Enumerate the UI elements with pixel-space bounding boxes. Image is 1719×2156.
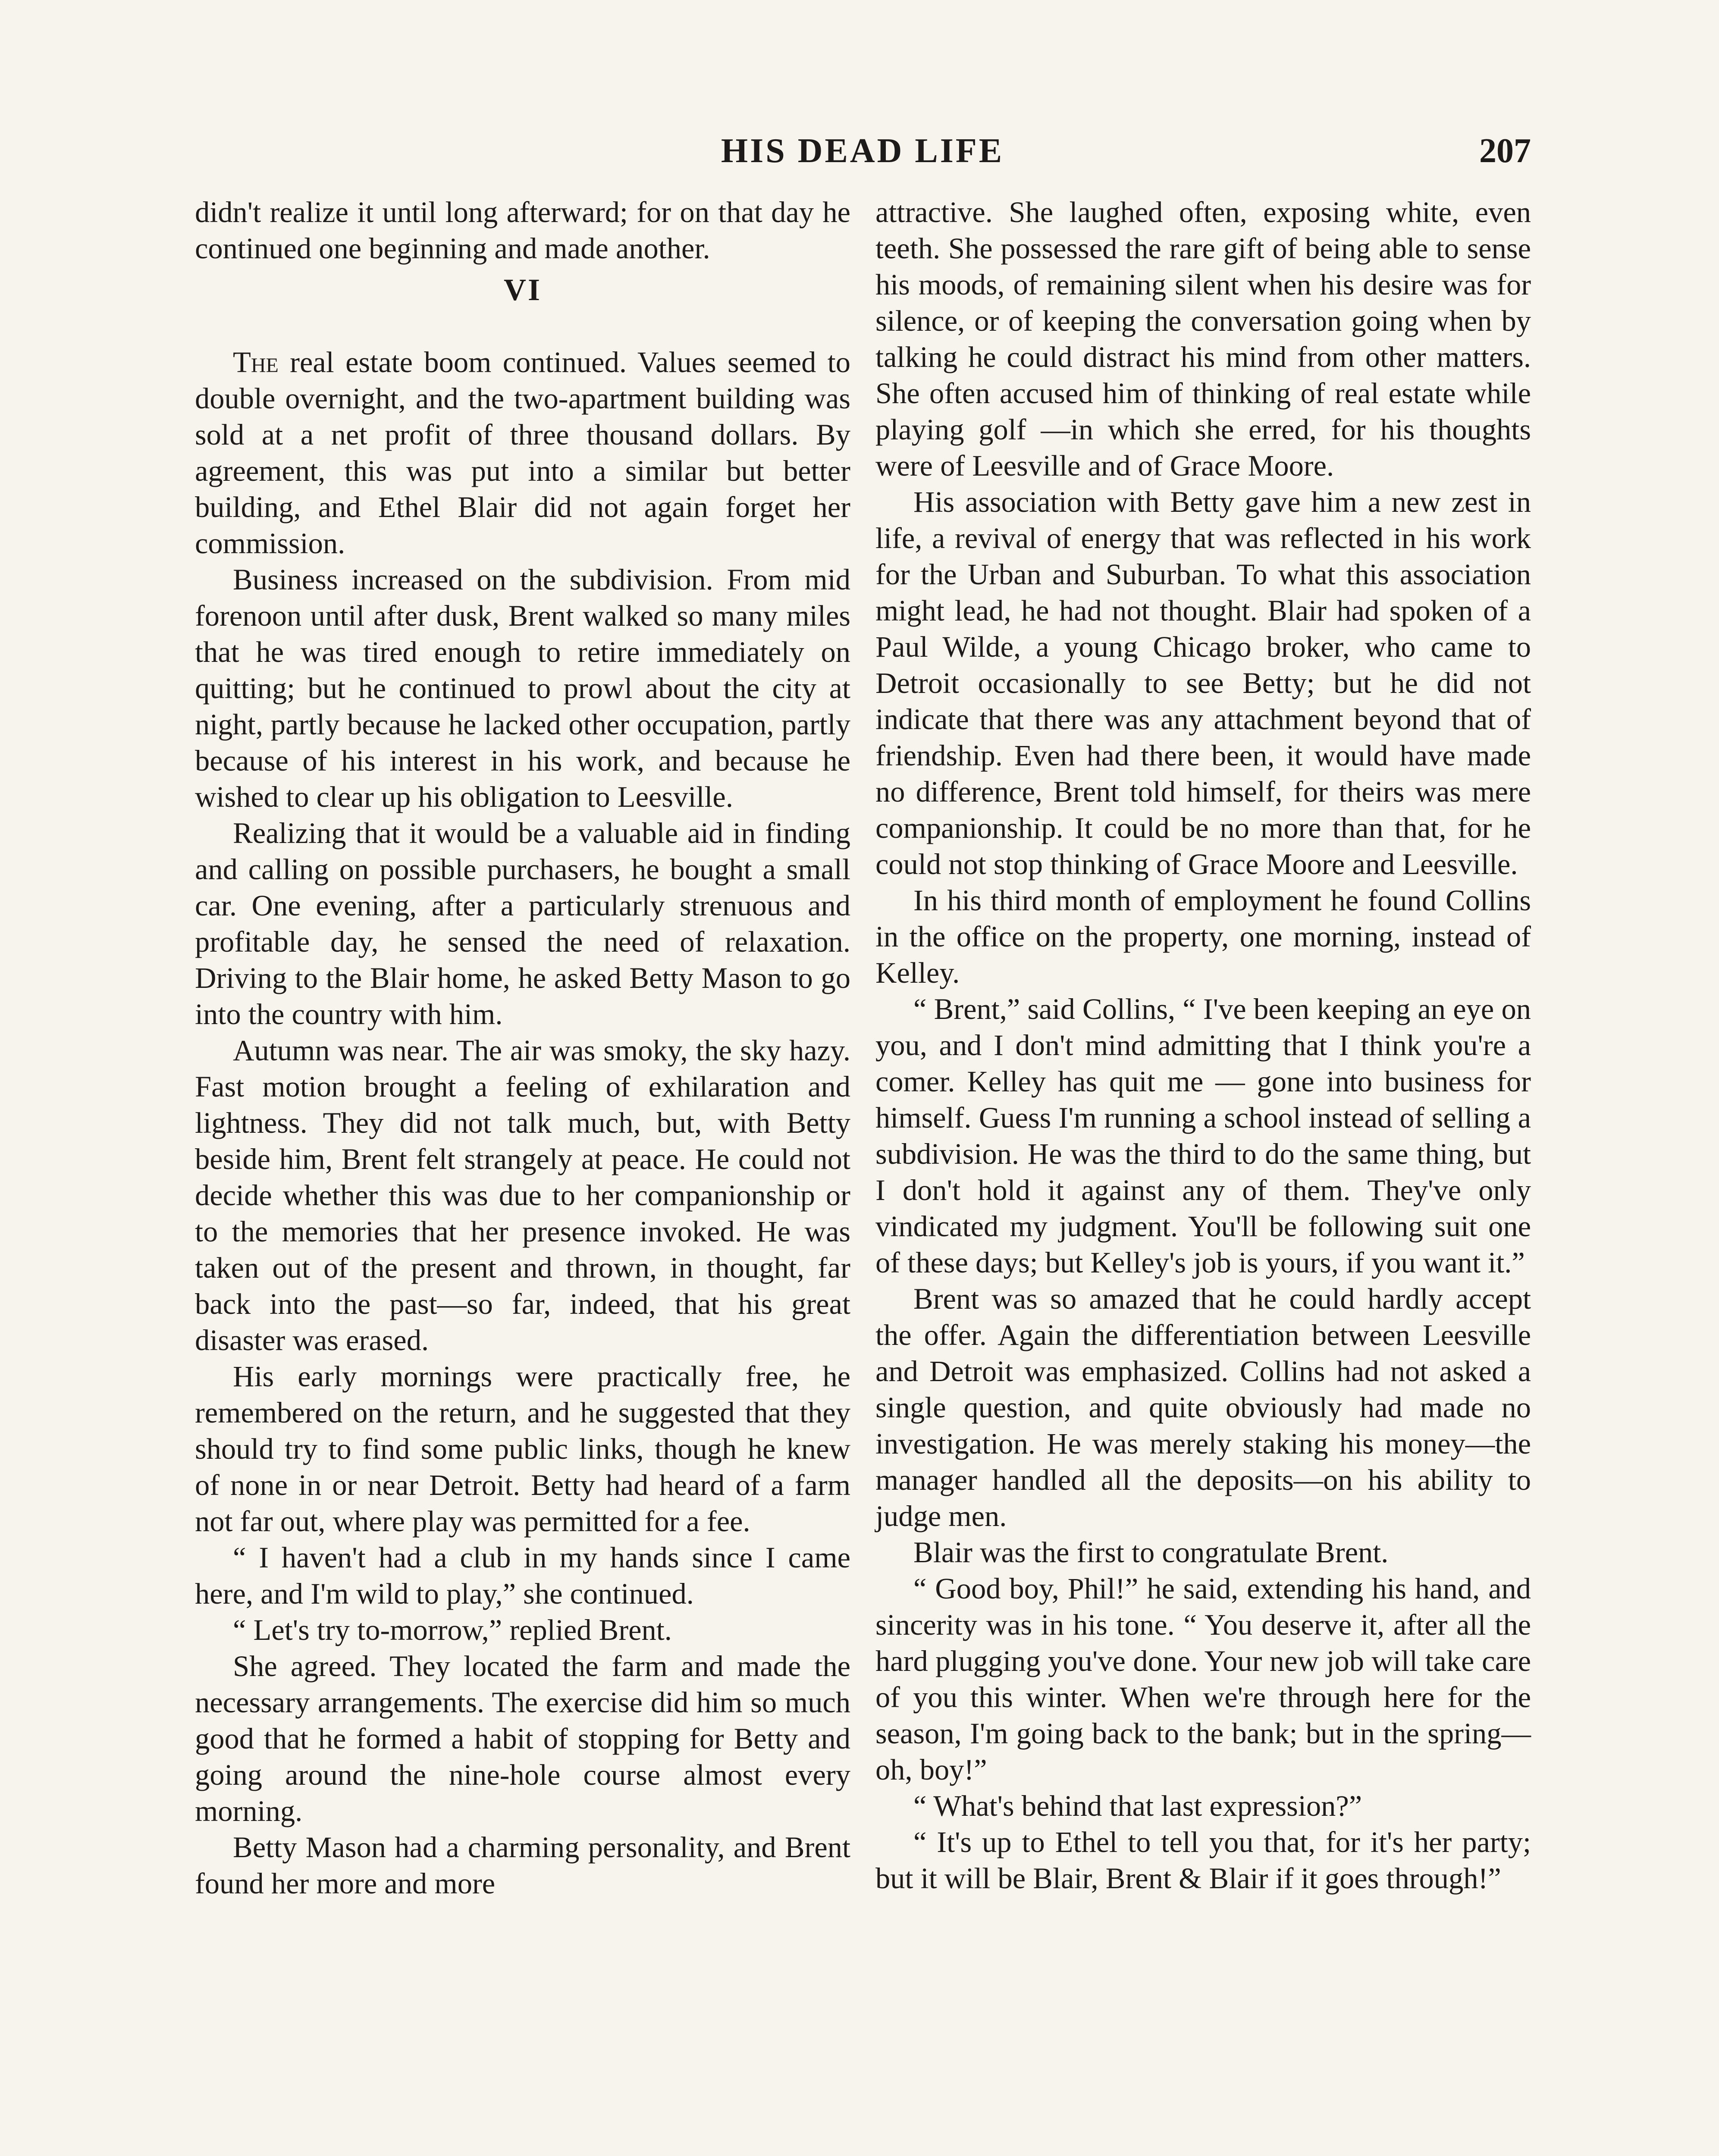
paragraph-continued: attractive. She laughed often, exposing white, even teeth. She possessed the rare gift of being able to sense his moods, of remaining silent when his desire was for silence, or of keeping the conversation going when by talking he could distract his mind from other matters. She often accused him of thinking of real estate while playing golf —in which she erred, for his thoughts were of Leesville and of Grace Moore. — [875, 196, 1531, 482]
paragraph: Realizing that it would be a valuable aid in finding and calling on possible purchasers, he bought a small car. One evening, after a particularly strenuous and profitable day, he sensed the need of relaxation. Driving to the Blair home, he asked Betty Mason to go into the country with him. — [195, 817, 850, 1031]
lead-word: The — [233, 346, 279, 379]
paragraph: In his third month of employment he found Collins in the office on the property, one morning, instead of Kelley. — [875, 884, 1531, 989]
left-column — [195, 194, 850, 1902]
paragraph-text: real estate boom continued. Values seemed to double overnight, and the two-apartment building was sold at a net profit of three thousand dollars. By agreement, this was put into a similar but better building, and Ethel Blair did not again forget her commission. — [195, 346, 850, 560]
paragraph: Betty Mason had a charming personality, and Brent found her more and more — [195, 1831, 850, 1900]
paragraph: “ I haven't had a club in my hands since I came here, and I'm wild to play,” she continued. — [195, 1541, 850, 1610]
paragraph: “ Let's try to-morrow,” replied Brent. — [233, 1614, 672, 1646]
running-head — [194, 125, 1531, 177]
paragraph: His association with Betty gave him a new zest in life, a revival of energy that was reflected in his work for the Urban and Suburban. To what this association might lead, he had not thought. Blair had spoken of a Paul Wilde, a young Chicago broker, who came to Detroit occasionally to see Betty; but he did not indicate that there was any attachment beyond that of friendship. Even had there been, it would have made no difference, Brent told himself, for theirs was mere companionship. It could be no more than that, for he could not stop thinking of Grace Moore and Leesville. — [875, 486, 1531, 881]
paragraph: Autumn was near. The air was smoky, the sky hazy. Fast motion brought a feeling of exhilaration and lightness. They did not talk much, but, with Betty beside him, Brent felt strangely at peace. He could not decide whether this was due to her companionship or to the memories that her presence invoked. He was taken out of the present and thrown, in thought, far back into the past—so far, indeed, that his great disaster was erased. — [195, 1034, 850, 1357]
paragraph: Brent was so amazed that he could hardly accept the offer. Again the differentiation between Leesville and Detroit was emphasized. Collins had not asked a single question, and quite obviously had made no investigation. He was merely staking his money—the manager handled all the deposits—on his ability to judge men. — [875, 1282, 1531, 1532]
paragraph: Business increased on the subdivision. From mid forenoon until after dusk, Brent walked so many miles that he was tired enough to retire immediately on quitting; but he continued to prowl about the city at night, partly because he lacked other occupation, partly because of his interest in his work, and because he wished to clear up his obligation to Leesville. — [195, 563, 850, 813]
running-title: HIS DEAD LIFE — [721, 132, 1004, 170]
paragraph — [195, 344, 850, 561]
paragraph: “ Brent,” said Collins, “ I've been keeping an eye on you, and I don't mind admitting that I think you're a comer. Kelley has quit me — gone into business for himself. Guess I'm running a school instead of selling a subdivision. He was the third to do the same thing, but I don't hold it against any of them. They've only vindicated my judgment. You'll be following suit one of these days; but Kelley's job is yours, if you want it.” — [875, 993, 1531, 1279]
paragraph-continued: didn't realize it until long afterward; for on that day he continued one beginning and made another. — [195, 196, 850, 265]
section-heading: VI — [503, 273, 542, 307]
paragraph: Blair was the first to congratulate Brent. — [913, 1536, 1389, 1569]
paragraph: “ What's behind that last expression?” — [913, 1789, 1362, 1822]
right-column — [875, 194, 1531, 1896]
page-number: 207 — [1479, 132, 1531, 170]
paragraph: She agreed. They located the farm and made the necessary arrangements. The exercise did him so much good that he formed a habit of stopping for Betty and going around the nine-hole course almost every morning. — [195, 1650, 850, 1827]
paragraph: “ It's up to Ethel to tell you that, for it's her party; but it will be Blair, Brent & Blair if it goes through!” — [875, 1826, 1531, 1895]
paragraph: His early mornings were practically free, he remembered on the return, and he suggested that they should try to find some public links, though he knew of none in or near Detroit. Betty had heard of a farm not far out, where play was permitted for a fee. — [195, 1360, 850, 1538]
paragraph: “ Good boy, Phil!” he said, extending his hand, and sincerity was in his tone. “ You deserve it, after all the hard plugging you've done. Your new job will take care of you this winter. When we're through here for the season, I'm going back to the bank; but in the spring—oh, boy!” — [875, 1572, 1531, 1786]
